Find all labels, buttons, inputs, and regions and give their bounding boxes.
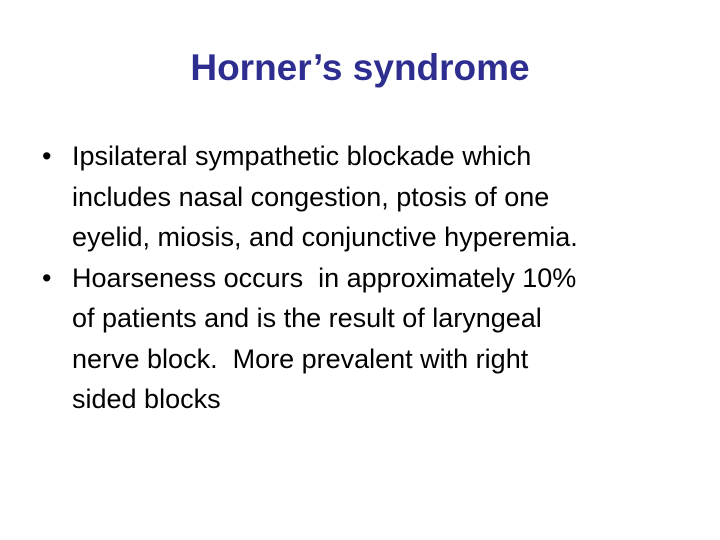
bullet-dot-icon: • [42,141,52,171]
bullet-line: Hoarseness occurs in approximately 10% [72,262,577,293]
bullet-item [42,136,692,258]
bullet-item [42,258,692,420]
bullet-line: eyelid, miosis, and conjunctive hyperemia. [72,222,578,252]
bullet-text [72,136,692,258]
bullet-line: of patients and is the result of laryngeal [72,303,542,333]
bullet-text [72,258,692,420]
bullet-line: includes nasal congestion, ptosis of one [72,181,550,212]
slide-title: Horner’s syndrome [190,47,530,88]
bullet-list [42,136,692,420]
bullet-dot-icon: • [42,262,52,293]
bullet-line: Ipsilateral sympathetic blockade which [72,141,532,171]
bullet-line: nerve block. More prevalent with right [72,343,529,374]
bullet-line: sided blocks [72,384,221,414]
